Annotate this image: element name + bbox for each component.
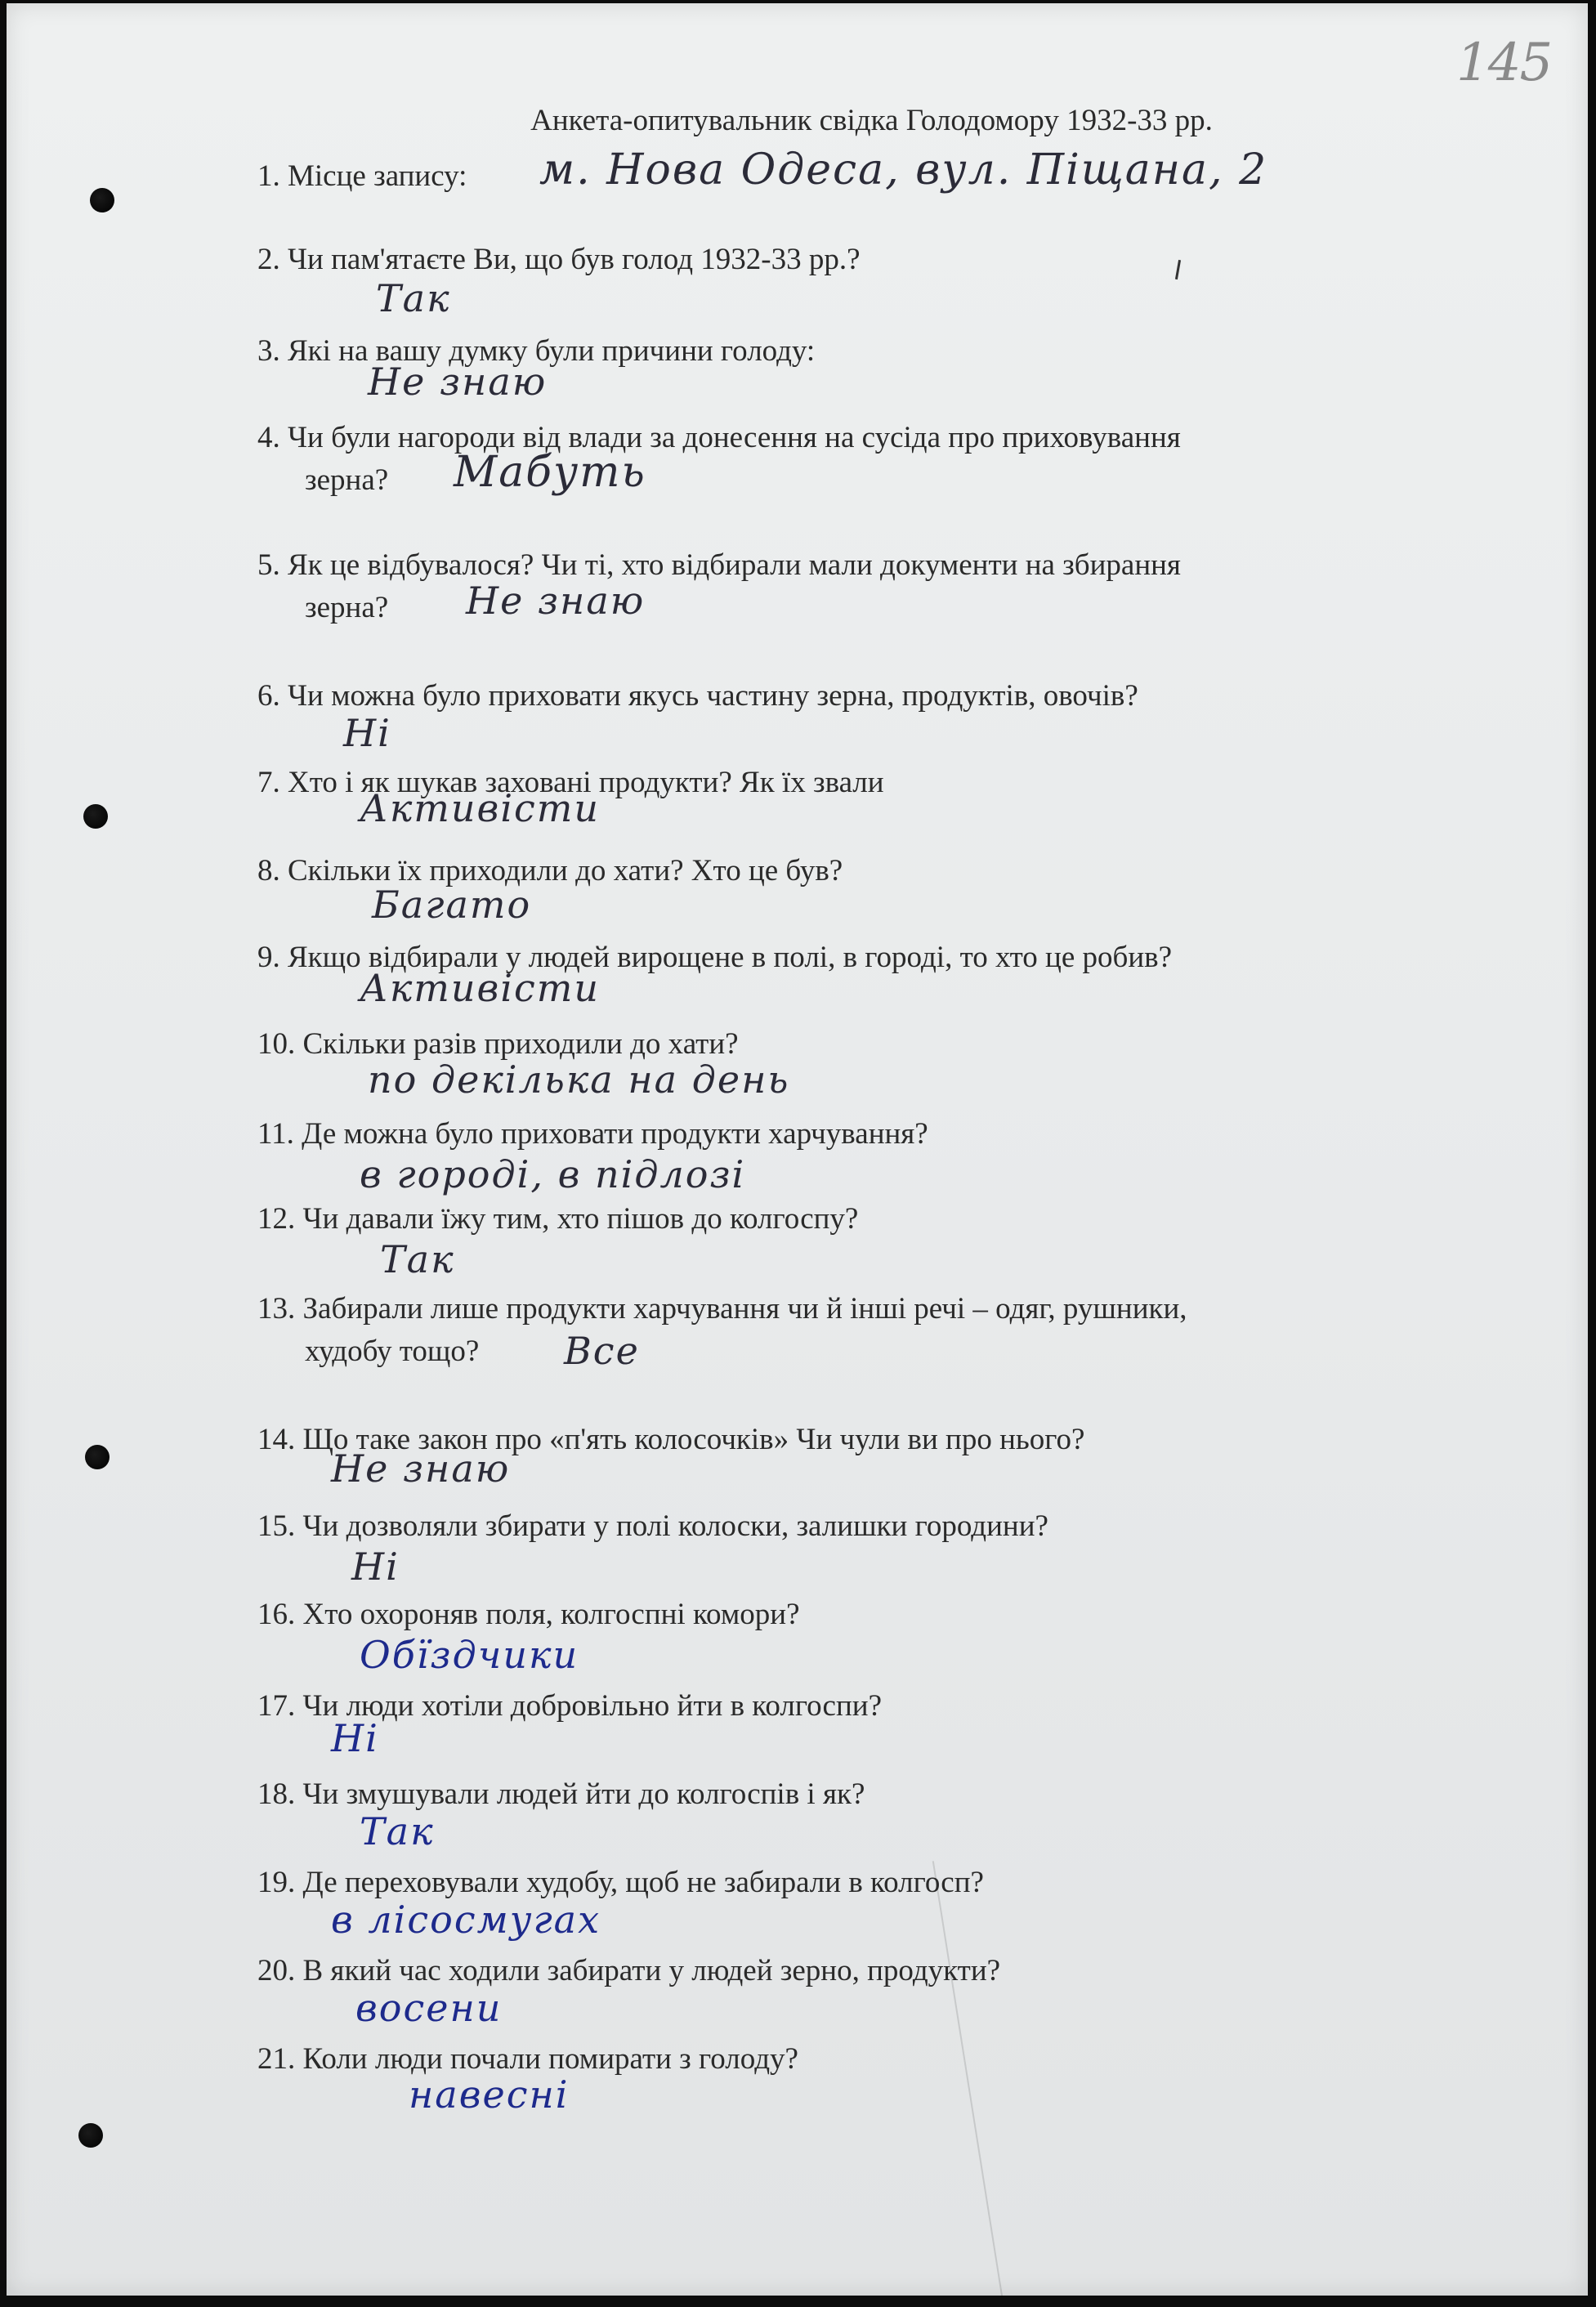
punch-hole: [83, 804, 108, 829]
question-15: [257, 1505, 1048, 1548]
question-number: 2.: [257, 243, 280, 276]
question-number: 3.: [257, 334, 280, 368]
question-5: [257, 544, 1181, 629]
answer-10: по декілька на день: [368, 1057, 790, 1102]
question-text: Чи дозволяли збирати у полі колоски, залишки городини?: [302, 1509, 1048, 1543]
question-number: 1.: [257, 159, 280, 193]
question-4: [257, 417, 1181, 502]
question-1: [257, 155, 467, 198]
answer-21: навесні: [409, 2072, 570, 2117]
question-text: Чи люди хотіли добровільно йти в колгоспи?: [302, 1689, 882, 1723]
answer-6: Ні: [343, 711, 391, 755]
answer-2: Так: [376, 276, 451, 320]
question-number: 16.: [257, 1598, 296, 1631]
answer-5: Не знаю: [466, 579, 646, 623]
question-text: В який час ходили забирати у людей зерно, продукти?: [302, 1954, 1001, 1987]
answer-8: Багато: [372, 883, 532, 927]
question-text: Де переховували худобу, щоб не забирали в колгосп?: [302, 1866, 984, 1899]
question-number: 12.: [257, 1202, 296, 1236]
question-16: [257, 1594, 800, 1636]
question-number: 6.: [257, 679, 280, 713]
question-number: 18.: [257, 1777, 296, 1811]
question-text: Забирали лише продукти харчування чи й інші речі – одяг, рушники,: [302, 1292, 1187, 1326]
answer-7: Активісти: [360, 786, 601, 830]
answer-17: Ні: [331, 1716, 379, 1760]
answer-20: восени: [355, 1986, 503, 2030]
answer-12: Так: [380, 1237, 455, 1281]
question-18: [257, 1773, 865, 1816]
question-text: Чи можна було приховати якусь частину зерна, продуктів, овочів?: [288, 679, 1138, 713]
answer-15: Ні: [351, 1545, 400, 1589]
question-number: 19.: [257, 1866, 296, 1899]
answer-4: Мабуть: [454, 448, 646, 497]
question-number: 8.: [257, 854, 280, 887]
question-text: Скільки разів приходили до хати?: [302, 1027, 739, 1061]
answer-19: в лісосмугах: [331, 1898, 601, 1942]
question-text: Коли люди почали помирати з голоду?: [302, 2042, 798, 2076]
question-12: [257, 1198, 858, 1241]
question-text: Чи змушували людей йти до колгоспів і як?: [302, 1777, 865, 1811]
question-number: 10.: [257, 1027, 296, 1061]
question-text: Чи були нагороди від влади за донесення на сусіда про приховування: [288, 421, 1181, 454]
question-number: 9.: [257, 941, 280, 974]
question-number: 17.: [257, 1689, 296, 1723]
question-number: 5.: [257, 548, 280, 582]
question-text: Хто і як шукав заховані продукти? Як їх звали: [288, 766, 884, 799]
question-text: Місце запису:: [288, 159, 467, 193]
answer-18: Так: [360, 1809, 435, 1853]
question-text-continued: зерна?: [305, 591, 389, 624]
question-text: Де можна було приховати продукти харчування?: [302, 1117, 928, 1151]
question-number: 15.: [257, 1509, 296, 1543]
question-number: 4.: [257, 421, 280, 454]
answer-3: Не знаю: [368, 360, 548, 404]
question-8: [257, 850, 843, 892]
question-text-continued: зерна?: [305, 463, 389, 497]
answer-13: Все: [564, 1329, 640, 1373]
question-number: 13.: [257, 1292, 296, 1326]
question-text: Хто охороняв поля, колгоспні комори?: [302, 1598, 800, 1631]
answer-11: в городі, в підлозі: [360, 1152, 746, 1196]
question-text: Чи давали їжу тим, хто пішов до колгоспу?: [302, 1202, 859, 1236]
punch-hole: [85, 1445, 110, 1469]
question-text: Якщо відбирали у людей вирощене в полі, в городі, то хто це робив?: [288, 941, 1173, 974]
answer-1: м. Нова Одеса, вул. Піщана, 2: [539, 145, 1268, 194]
question-11: [257, 1113, 928, 1156]
question-2: [257, 239, 861, 281]
question-text-continued: худобу тощо?: [305, 1335, 480, 1368]
question-number: 21.: [257, 2042, 296, 2076]
question-number: 11.: [257, 1117, 294, 1151]
document-title: Анкета-опитувальник свідка Голодомору 1932-33 рр.: [530, 104, 1213, 137]
answer-16: Обїздчики: [360, 1633, 579, 1677]
question-number: 20.: [257, 1954, 296, 1987]
punch-hole: [78, 2123, 103, 2148]
page-number: 145: [1456, 33, 1552, 93]
question-number: 14.: [257, 1423, 296, 1456]
question-text: Чи пам'ятаєте Ви, що був голод 1932-33 рр.?: [288, 243, 861, 276]
punch-hole: [90, 188, 114, 212]
answer-9: Активісти: [360, 966, 601, 1010]
question-text: Що таке закон про «п'ять колосочків» Чи чули ви про нього?: [302, 1423, 1085, 1456]
answer-14: Не знаю: [331, 1446, 511, 1491]
paper-crease: [932, 1861, 1003, 2297]
question-text: Скільки їх приходили до хати? Хто це був?: [288, 854, 843, 887]
question-13: [257, 1288, 1187, 1373]
question-text: Які на вашу думку були причини голоду:: [288, 334, 816, 368]
question-text: Як це відбувалося? Чи ті, хто відбирали мали документи на збирання: [288, 548, 1181, 582]
question-number: 7.: [257, 766, 280, 799]
